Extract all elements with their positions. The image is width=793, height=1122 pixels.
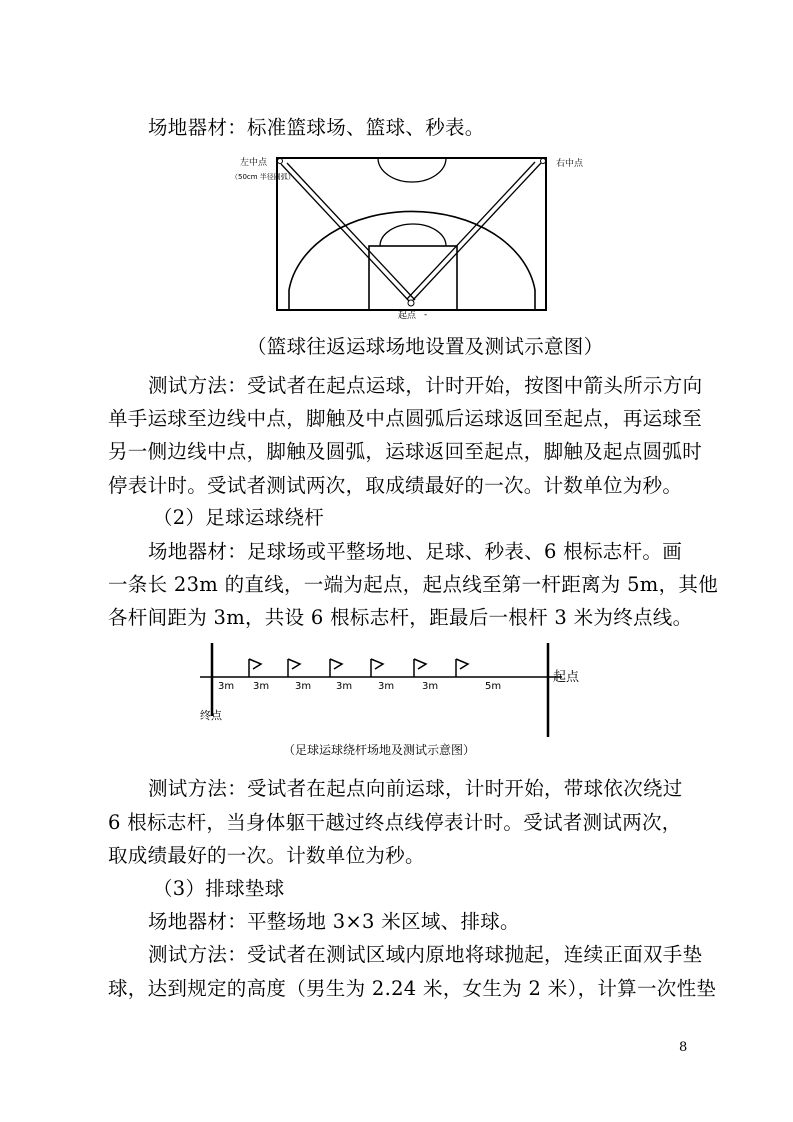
vb-heading: （3）排球垫球 xyxy=(153,877,285,900)
court-outline xyxy=(277,158,546,310)
fb-equipment-line-2: 一条长 23m 的直线，一端为起点，起点线至第一杆距离为 5m，其他 xyxy=(108,573,718,596)
flag-pole-5 xyxy=(414,659,426,677)
flag-pole-2 xyxy=(288,659,300,677)
fb-heading: （2）足球运球绕杆 xyxy=(153,506,325,529)
court-key xyxy=(369,246,457,310)
bb-method-line-1: 测试方法：受试者在起点运球，计时开始，按图中箭头所示方向 xyxy=(148,374,703,397)
flag-pole-4 xyxy=(371,659,383,677)
distance-label-1: 3m xyxy=(218,681,235,692)
fb-method-line-1: 测试方法：受试者在起点向前运球，计时开始，带球依次绕过 xyxy=(148,777,683,800)
fb-method-line-2: 6 根标志杆，当身体躯干越过终点线停表计时。受试者测试两次， xyxy=(108,811,682,834)
vb-method-line-1: 测试方法：受试者在测试区域内原地将球抛起，连续正面双手垫 xyxy=(148,943,703,966)
flag-pole-6 xyxy=(456,659,468,677)
left-mid-label: 左中点 xyxy=(240,158,268,168)
fb-caption: （足球运球绕杆场地及测试示意图） xyxy=(283,743,476,757)
bb-method-line-2: 单手运球至边线中点，脚触及中点圆弧后运球返回至起点，再运球至 xyxy=(108,407,703,430)
dribble-route-right xyxy=(407,162,541,300)
bb-method-line-3: 另一侧边线中点，脚触及圆弧，运球返回至起点，脚触及起点圆弧时 xyxy=(108,440,703,463)
right-mid-marker xyxy=(541,159,546,164)
start-marker xyxy=(408,300,414,306)
distance-label-2: 3m xyxy=(253,681,270,692)
right-mid-label: 右中点 xyxy=(556,159,584,169)
arc-note-label: （50cm 半径圆弧） xyxy=(231,173,295,181)
court-free-throw-arc xyxy=(380,224,446,246)
distance-label-3: 3m xyxy=(295,681,312,692)
distance-label-4: 3m xyxy=(336,681,353,692)
start-dash: - xyxy=(424,310,428,320)
distance-label-5: 3m xyxy=(378,681,395,692)
vb-equipment: 场地器材：平整场地 3×3 米区域、排球。 xyxy=(148,910,520,933)
court-top-arc xyxy=(378,158,446,182)
bb-equipment-text: 场地器材：标准篮球场、篮球、秒表。 xyxy=(148,116,485,139)
flag-pole-3 xyxy=(330,659,342,677)
fb-equipment-line-3: 各杆间距为 3m，共设 6 根标志杆，距最后一根杆 3 米为终点线。 xyxy=(108,606,693,629)
fb-equipment-line-1: 场地器材：足球场或平整场地、足球、秒表、6 根标志杆。画 xyxy=(148,540,683,563)
flag-pole-1 xyxy=(249,659,261,677)
bb-method-line-4: 停表计时。受试者测试两次，取成绩最好的一次。计数单位为秒。 xyxy=(108,474,683,497)
start-label: 起点 xyxy=(398,311,417,321)
course-end-label: 终点 xyxy=(200,709,222,722)
distance-label-7: 5m xyxy=(485,681,502,692)
vb-method-line-2: 球，达到规定的高度（男生为 2.24 米，女生为 2 米），计算一次性垫 xyxy=(108,977,717,1000)
court-three-point-line xyxy=(289,211,535,310)
page-number: 8 xyxy=(679,1040,688,1055)
fb-method-line-3: 取成绩最好的一次。计数单位为秒。 xyxy=(108,844,425,867)
bb-caption: （篮球往返运球场地设置及测试示意图） xyxy=(247,335,604,358)
distance-label-6: 3m xyxy=(422,681,439,692)
left-mid-marker xyxy=(278,159,283,164)
course-start-label: 起点 xyxy=(553,670,580,685)
dribble-route-left xyxy=(281,163,415,301)
